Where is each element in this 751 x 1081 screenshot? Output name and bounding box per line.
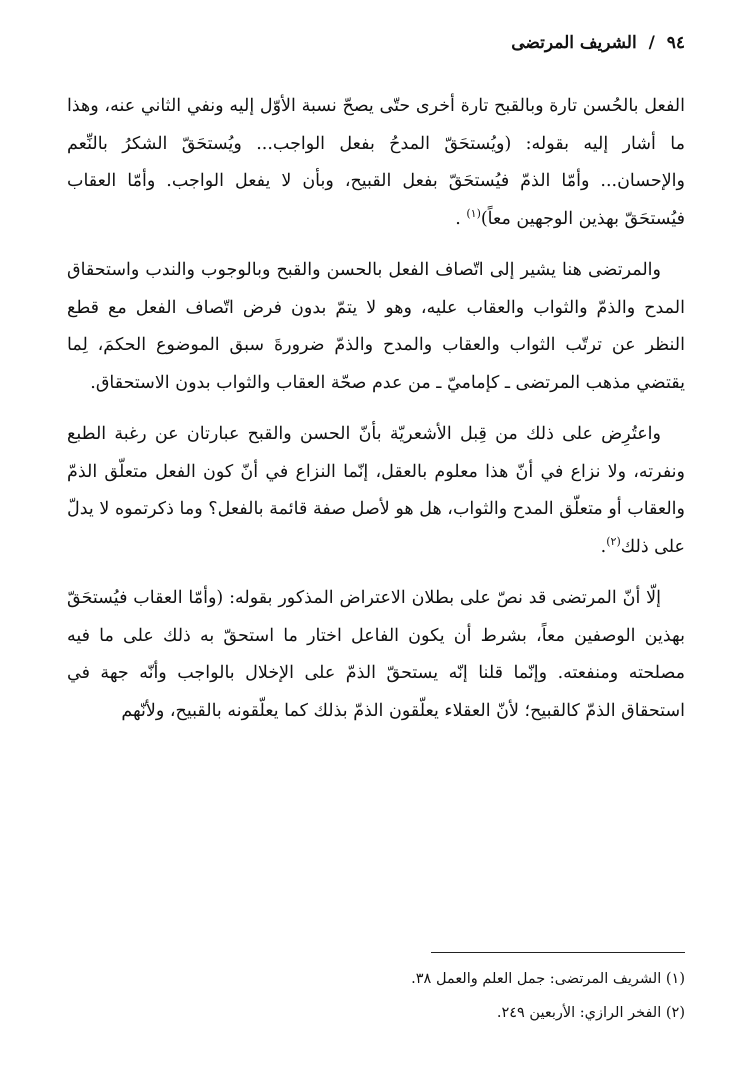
paragraph-tail: .: [455, 208, 467, 229]
footnote-1: (١) الشريف المرتضى: جمل العلم والعمل ٣٨.: [411, 971, 685, 987]
paragraph: [67, 88, 685, 238]
page-header: [511, 33, 685, 53]
paragraph-text: والمرتضى هنا يشير إلى اتّصاف الفعل بالحسن والقبح وبالوجوب والندب واستحقاق المدح والذمّ والثواب والعقاب عليه، وهو لا يتمّ بدون فرض اتّصاف الفعل مع قطع النظر عن ترتّب الثواب والعقاب والمدح والذمّ ضرورةَ سبق الموضوع الحكمَ، لِما يقتضي مذهب المرتضى ـ كإماميّ ـ من عدم صحّة العقاب والثواب بدون الاستحقاق.: [67, 260, 685, 393]
footnotes: [67, 962, 685, 1030]
footnote-divider: [431, 952, 685, 953]
header-separator: /: [648, 33, 655, 53]
paragraph: [67, 416, 685, 566]
footnote-ref[interactable]: (٢): [606, 534, 621, 548]
paragraph-text: واعتُرِض على ذلك من قِبل الأشعريّة بأنّ الحسن والقبح عبارتان عن رغبة الطبع ونفرته، ولا نزاع في أنّ هذا معلوم بالعقل، إنّما النزاع في أنّ كون الفعل متعلّق الذمّ والعقاب أو متعلّق المدح والثواب، هل هو لأصل صفة قائمة بالفعل؟ وما ذكرتموه لا يدلّ على ذلك: [67, 424, 685, 557]
page-number: ٩٤: [666, 33, 685, 53]
footnote-ref[interactable]: (١): [466, 206, 481, 220]
paragraph-tail: .: [600, 536, 607, 557]
paragraph-text: الفعل بالحُسن تارة وبالقبح تارة أخرى حتّى يصحّ نسبة الأوّل إليه ونفي الثاني عنه، وهذا ما أشار إليه بقوله: (ويُستحَقّ المدحُ بفعل الواجب... ويُستحَقّ الشكرُ بالنِّعم والإحسان... وأمّا الذمّ فيُستحَقّ بفعل القبيح، وبأن لا يفعل الواجب. وأمّا العقاب فيُستحَقّ بهذين الوجهين معاً): [67, 96, 685, 229]
paragraph: [67, 252, 685, 402]
footnote-2: (٢) الفخر الرازي: الأربعين ٢٤٩.: [496, 1005, 685, 1021]
running-title: الشريف المرتضى: [511, 33, 637, 53]
body-text: [67, 88, 685, 744]
paragraph-text: إلّا أنّ المرتضى قد نصّ على بطلان الاعتراض المذكور بقوله: (وأمّا العقاب فيُستحَقّ بهذين الوصفين معاً، بشرط أن يكون الفاعل اختار ما استحقّ به ذلك على ما فيه مصلحته ومنفعته. وإنّما قلنا إنّه يستحقّ الذمّ على الإخلال بالواجب وأنّه جهة في استحقاق الذمّ كالقبيح؛ لأنّ العقلاء يعلّقون الذمّ بذلك كما يعلّقونه بالقبيح، ولأنّهم: [67, 588, 685, 721]
paragraph: [67, 580, 685, 730]
